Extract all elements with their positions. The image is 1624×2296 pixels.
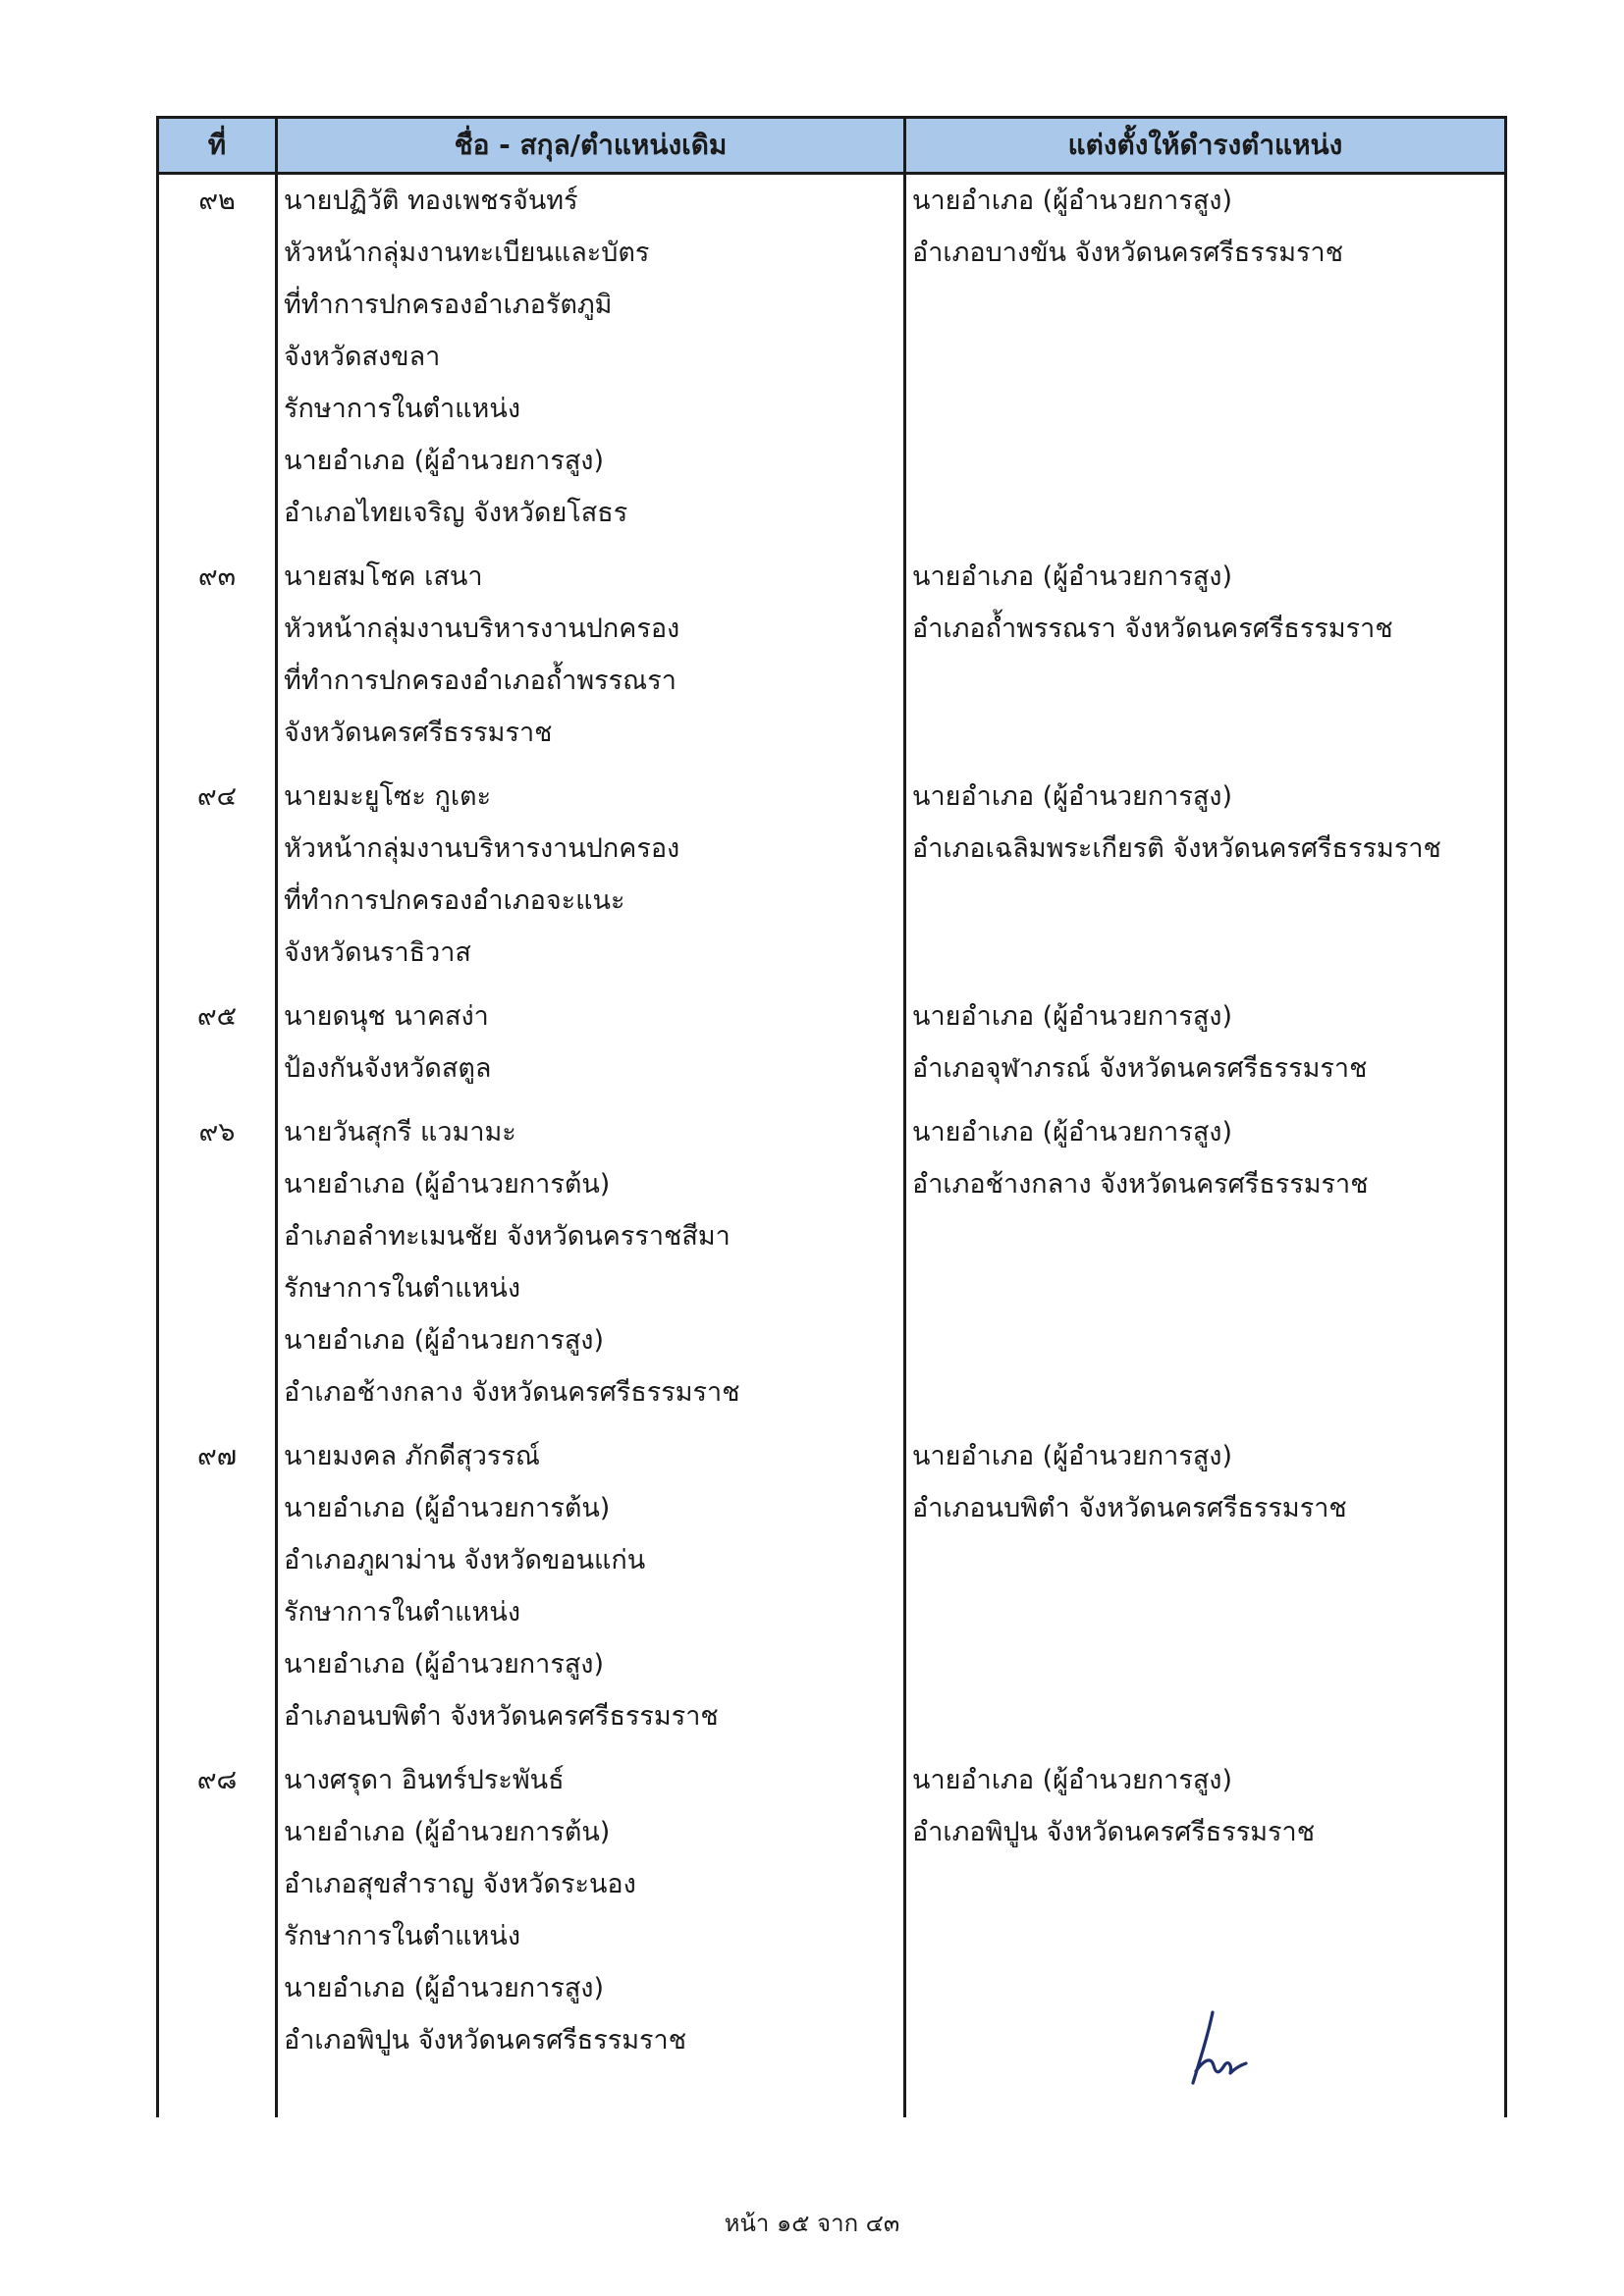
name-and-former-position: [277, 1754, 905, 2078]
new-appointment: [905, 1430, 1506, 1754]
row-number: ๙๒: [158, 174, 277, 552]
appointment-line: อำเภอพิปูน จังหวัดนครศรีธรรมราช: [912, 1817, 1316, 1847]
person-name: นางศรุดา อินทร์ประพันธ์: [284, 1765, 565, 1795]
name-and-former-position: [277, 551, 905, 771]
table-row: [158, 1106, 1506, 1430]
former-position-line: อำเภอพิปูน จังหวัดนครศรีธรรมราช: [284, 2025, 687, 2056]
table-header: [158, 118, 1506, 174]
appointment-line: นายอำเภอ (ผู้อำนวยการสูง): [912, 1765, 1233, 1795]
former-position-line: อำเภอไทยเจริญ จังหวัดยโสธร: [284, 498, 628, 528]
former-position-line: นายอำเภอ (ผู้อำนวยการสูง): [284, 1649, 605, 1680]
header-name-position: ชื่อ - สกุล/ตำแหน่งเดิม: [277, 118, 905, 174]
appointment-line: อำเภอเฉลิมพระเกียรติ จังหวัดนครศรีธรรมราช: [912, 833, 1441, 864]
appointment-line: อำเภอนบพิตำ จังหวัดนครศรีธรรมราช: [912, 1493, 1347, 1523]
person-name: นายวันสุกรี แวมามะ: [284, 1117, 516, 1148]
header-appointment: แต่งตั้งให้ดำรงตำแหน่ง: [905, 118, 1506, 174]
former-position-line: ที่ทำการปกครองอำเภอจะแนะ: [284, 885, 625, 916]
new-appointment: [905, 771, 1506, 990]
former-position-line: นายอำเภอ (ผู้อำนวยการต้น): [284, 1493, 611, 1523]
appointment-line: นายอำเภอ (ผู้อำนวยการสูง): [912, 1001, 1233, 1032]
new-appointment: [905, 1106, 1506, 1430]
table-continuation-space: [158, 2078, 1506, 2117]
name-and-former-position: [277, 174, 905, 552]
new-appointment: [905, 990, 1506, 1106]
appointment-line: อำเภอจุฬาภรณ์ จังหวัดนครศรีธรรมราช: [912, 1053, 1368, 1084]
former-position-line: จังหวัดนราธิวาส: [284, 937, 471, 968]
appointment-line: นายอำเภอ (ผู้อำนวยการสูง): [912, 781, 1233, 812]
appointment-line: นายอำเภอ (ผู้อำนวยการสูง): [912, 561, 1233, 592]
appointment-line: นายอำเภอ (ผู้อำนวยการสูง): [912, 1441, 1233, 1471]
row-number: ๙๕: [158, 990, 277, 1106]
former-position-line: หัวหน้ากลุ่มงานบริหารงานปกครอง: [284, 614, 680, 644]
former-position-line: นายอำเภอ (ผู้อำนวยการสูง): [284, 1973, 605, 2003]
former-position-line: นายอำเภอ (ผู้อำนวยการต้น): [284, 1169, 611, 1200]
new-appointment: [905, 551, 1506, 771]
table-row: [158, 990, 1506, 1106]
former-position-line: นายอำเภอ (ผู้อำนวยการต้น): [284, 1817, 611, 1847]
appointment-line: นายอำเภอ (ผู้อำนวยการสูง): [912, 1117, 1233, 1148]
former-position-line: อำเภอสุขสำราญ จังหวัดระนอง: [284, 1869, 636, 1899]
table-row: [158, 1754, 1506, 2078]
table-row: [158, 1430, 1506, 1754]
former-position-line: อำเภอช้างกลาง จังหวัดนครศรีธรรมราช: [284, 1377, 740, 1408]
person-name: นายมะยูโซะ กูเตะ: [284, 781, 492, 812]
name-and-former-position: [277, 1430, 905, 1754]
former-position-line: รักษาการในตำแหน่ง: [284, 1273, 520, 1304]
table-row: [158, 174, 1506, 552]
row-number: ๙๖: [158, 1106, 277, 1430]
former-position-line: จังหวัดสงขลา: [284, 342, 441, 372]
appointment-line: นายอำเภอ (ผู้อำนวยการสูง): [912, 186, 1233, 216]
former-position-line: รักษาการในตำแหน่ง: [284, 1921, 520, 1951]
former-position-line: ที่ทำการปกครองอำเภอรัตภูมิ: [284, 290, 613, 320]
former-position-line: รักษาการในตำแหน่ง: [284, 1597, 520, 1628]
former-position-line: รักษาการในตำแหน่ง: [284, 394, 520, 424]
former-position-line: อำเภอภูผาม่าน จังหวัดขอนแก่น: [284, 1545, 646, 1575]
former-position-line: ที่ทำการปกครองอำเภอถ้ำพรรณรา: [284, 666, 677, 696]
former-position-line: อำเภอลำทะเมนชัย จังหวัดนครราชสีมา: [284, 1221, 731, 1252]
former-position-line: นายอำเภอ (ผู้อำนวยการสูง): [284, 1325, 605, 1356]
header-no: ที่: [158, 118, 277, 174]
former-position-line: จังหวัดนครศรีธรรมราช: [284, 718, 553, 748]
table-row: [158, 551, 1506, 771]
person-name: นายมงคล ภักดีสุวรรณ์: [284, 1441, 540, 1471]
name-and-former-position: [277, 990, 905, 1106]
row-number: ๙๘: [158, 1754, 277, 2078]
former-position-line: อำเภอนบพิตำ จังหวัดนครศรีธรรมราช: [284, 1701, 719, 1732]
row-number: ๙๗: [158, 1430, 277, 1754]
appointment-line: อำเภอบางขัน จังหวัดนครศรีธรรมราช: [912, 238, 1344, 268]
row-number: ๙๓: [158, 551, 277, 771]
table-body: [158, 174, 1506, 2118]
appointment-table: [156, 116, 1507, 2117]
name-and-former-position: [277, 771, 905, 990]
empty-cell: [158, 2078, 277, 2117]
former-position-line: นายอำเภอ (ผู้อำนวยการสูง): [284, 446, 605, 476]
former-position-line: หัวหน้ากลุ่มงานทะเบียนและบัตร: [284, 238, 650, 268]
row-number: ๙๔: [158, 771, 277, 990]
person-name: นายปฏิวัติ ทองเพชรจันทร์: [284, 186, 578, 216]
former-position-line: ป้องกันจังหวัดสตูล: [284, 1053, 492, 1084]
appointment-line: อำเภอช้างกลาง จังหวัดนครศรีธรรมราช: [912, 1169, 1369, 1200]
table-row: [158, 771, 1506, 990]
new-appointment: [905, 174, 1506, 552]
person-name: นายสมโชค เสนา: [284, 561, 483, 592]
former-position-line: หัวหน้ากลุ่มงานบริหารงานปกครอง: [284, 833, 680, 864]
person-name: นายดนุช นาคสง่า: [284, 1001, 489, 1032]
name-and-former-position: [277, 1106, 905, 1430]
empty-cell: [277, 2078, 905, 2117]
handwritten-signature-icon: [1183, 2006, 1252, 2087]
page-number-footer: หน้า ๑๕ จาก ๔๓: [724, 2210, 900, 2237]
appointment-line: อำเภอถ้ำพรรณรา จังหวัดนครศรีธรรมราช: [912, 614, 1393, 644]
